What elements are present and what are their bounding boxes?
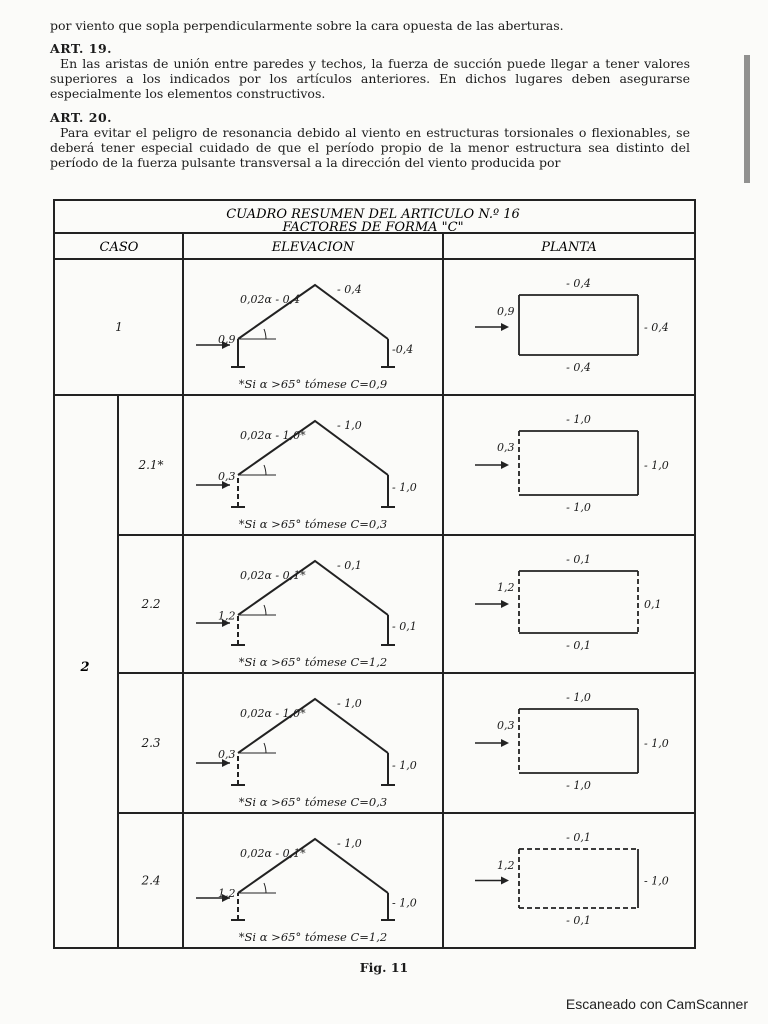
plan-left-coef: 1,2: [497, 859, 515, 872]
roof-left-coef: 0,02α - 1,0*: [240, 429, 306, 442]
plan-right-coef: 0,1: [644, 598, 662, 611]
table-border: [54, 200, 695, 948]
row-3: [140, 553, 661, 669]
plan-bottom-coef: - 0,1: [566, 639, 591, 652]
roof-left-coef: 0,02α - 0,1*: [240, 847, 306, 860]
angle-arc: [264, 743, 266, 753]
summary-table-svg: [53, 199, 696, 949]
wall-left-coef: 0,3: [218, 747, 236, 761]
wall-left-coef: 0,3: [218, 469, 236, 483]
plan-top-coef: - 0,1: [566, 553, 591, 566]
footnote: *Si α >65° tómese C=1,2: [238, 930, 388, 944]
wall-left-coef: 0,9: [218, 333, 236, 347]
angle-arc: [264, 605, 266, 615]
roof-right-coef: - 0,4: [337, 283, 362, 296]
footnote: *Si α >65° tómese C=1,2: [238, 655, 388, 669]
wall-left-coef: 1,2: [218, 887, 236, 901]
plan-bottom-coef: - 0,4: [566, 361, 591, 374]
plan-bottom-coef: - 0,1: [566, 914, 591, 927]
angle-arc: [264, 465, 266, 475]
plan-wind-arrow-head: [501, 323, 509, 331]
caso-label: 2.2: [141, 597, 161, 611]
header-planta: PLANTA: [541, 240, 597, 255]
plan-right-coef: - 0,4: [644, 321, 669, 334]
footnote: *Si α >65° tómese C=0,9: [238, 377, 388, 391]
plan-wind-arrow-head: [501, 461, 509, 469]
roof-left-coef: 0,02α - 0,1*: [240, 569, 306, 582]
row-2: [137, 413, 668, 531]
header-caso: CASO: [99, 240, 139, 255]
plan-wind-arrow-head: [501, 739, 509, 747]
plan-wind-arrow-head: [501, 877, 509, 885]
body-text: [50, 18, 690, 170]
roof-right-coef: - 1,0: [337, 419, 362, 432]
plan-wind-arrow-head: [501, 600, 509, 608]
header-elevacion: ELEVACION: [271, 240, 355, 255]
wall-right-coef: - 0,1: [392, 620, 417, 633]
plan-top-coef: - 1,0: [566, 413, 591, 426]
caso-group-2-label: 2: [80, 660, 90, 675]
plan-left-coef: 0,3: [497, 441, 515, 454]
caso-label: 2.3: [141, 736, 161, 750]
plan-top-coef: - 0,4: [566, 277, 591, 290]
caso-label: 2.4: [141, 873, 161, 888]
paragraph-line0: por viento que sopla perpendicularmente sobre la cara opuesta de las aberturas.: [50, 18, 564, 33]
wall-right-coef: - 1,0: [392, 481, 417, 494]
roof-right-coef: - 1,0: [337, 697, 362, 710]
roof-left-coef: 0,02α - 0,4: [240, 293, 301, 306]
footnote: *Si α >65° tómese C=0,3: [238, 517, 388, 531]
plan-left-coef: 0,9: [497, 305, 515, 318]
wall-right-coef: - 1,0: [392, 759, 417, 772]
art19-text: En las aristas de unión entre paredes y techos, la fuerza de succión puede llegar a tener valores superiores a los indicados por los artículos anteriores. En dichos lugares deben asegurarse especialmente los elementos constructivos.: [50, 56, 690, 101]
footnote: *Si α >65° tómese C=0,3: [238, 795, 388, 809]
roof-right-coef: - 1,0: [337, 837, 362, 850]
figure-caption: Fig. 11: [359, 960, 409, 975]
angle-arc: [264, 329, 266, 339]
table-title-line1: CUADRO RESUMEN DEL ARTICULO N.º 16: [226, 207, 520, 222]
plan-right-coef: - 1,0: [644, 737, 669, 750]
table-rows: [115, 277, 669, 944]
caso-label: 2.1*: [138, 458, 164, 472]
plan-right-coef: - 1,0: [644, 459, 669, 472]
plan-bottom-coef: - 1,0: [566, 501, 591, 514]
plan-right-coef: - 1,0: [644, 874, 669, 888]
roof-left-coef: 0,02α - 1,0*: [240, 707, 306, 720]
angle-arc: [264, 883, 266, 893]
row-1: [115, 277, 669, 391]
wall-left-coef: 1,2: [218, 609, 236, 623]
art20-text: Para evitar el peligro de resonancia debido al viento en estructuras torsionales o flexionables, se deberá tener especial cuidado de que el período propio de la menor estructura sea distinto del período de la fuerza pulsante transversal a la dirección del viento producida por: [50, 125, 690, 170]
row-4: [140, 691, 668, 809]
plan-left-coef: 0,3: [497, 719, 515, 732]
row-5: [140, 831, 668, 944]
plan-left-coef: 1,2: [497, 581, 515, 594]
plan-bottom-coef: - 1,0: [566, 779, 591, 792]
roof-right-coef: - 0,1: [337, 559, 362, 572]
wall-right-coef: - 1,0: [392, 896, 417, 910]
plan-top-coef: - 0,1: [566, 831, 591, 844]
table-title-line2: FACTORES DE FORMA "C": [282, 220, 464, 235]
scan-edge-mark: [744, 55, 750, 183]
art19-title: ART. 19.: [50, 41, 113, 56]
caso-label: 1: [115, 320, 123, 334]
camscanner-watermark: Escaneado con CamScanner: [565, 996, 748, 1012]
art20-title: ART. 20.: [50, 110, 113, 125]
plan-top-coef: - 1,0: [566, 691, 591, 704]
wall-right-coef: -0,4: [392, 343, 414, 356]
summary-table: [53, 199, 696, 949]
